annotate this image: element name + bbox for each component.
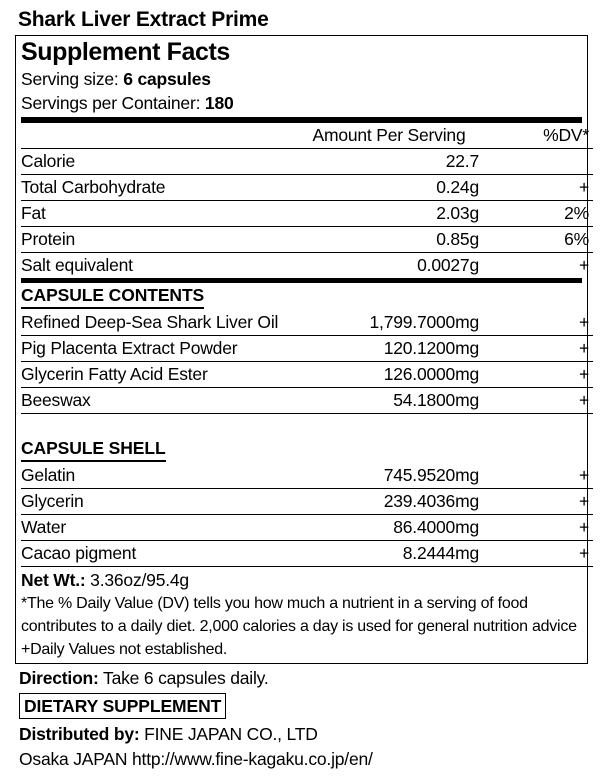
ingredient-name: Gelatin xyxy=(21,463,299,489)
supplement-facts-panel xyxy=(15,35,588,664)
table-row xyxy=(21,149,593,175)
ingredient-dv: + xyxy=(484,489,593,515)
capsule-shell-section xyxy=(21,436,589,567)
nutrition-table xyxy=(21,123,593,278)
capsule-contents-table xyxy=(21,310,593,414)
nutrient-amount: 0.85g xyxy=(299,227,484,253)
table-row xyxy=(21,489,593,515)
table-header-row xyxy=(21,123,593,149)
direction-label: Direction: xyxy=(19,668,99,688)
nutrient-dv xyxy=(484,149,593,175)
ingredient-amount: 1,799.7000mg xyxy=(299,310,484,336)
table-row xyxy=(21,310,593,336)
ingredient-name: Glycerin Fatty Acid Ester xyxy=(21,362,299,388)
ingredient-name: Glycerin xyxy=(21,489,299,515)
nutrient-name: Salt equivalent xyxy=(21,255,133,275)
capsule-contents-section xyxy=(21,283,589,414)
column-header-dv: %DV* xyxy=(484,123,593,149)
nutrient-amount: 0.24g xyxy=(299,175,484,201)
page-title: Shark Liver Extract Prime xyxy=(18,8,269,31)
nutrient-name: Total Carbohydrate xyxy=(21,175,299,201)
direction-line xyxy=(19,665,597,691)
servings-per-container-label: Servings per Container: xyxy=(21,93,201,113)
nutrient-amount: 22.7 xyxy=(299,149,484,175)
nutrient-dv: + xyxy=(578,255,589,275)
ingredient-dv: + xyxy=(484,310,593,336)
ingredient-name: Beeswax xyxy=(21,388,299,414)
dietary-supplement-badge: DIETARY SUPPLEMENT xyxy=(19,693,226,719)
table-row xyxy=(21,253,593,279)
direction-value: Take 6 capsules daily. xyxy=(103,668,269,688)
nutrient-dv: + xyxy=(484,175,593,201)
address-line: Osaka JAPAN http://www.fine-kagaku.co.jp/en/ xyxy=(19,749,373,769)
ingredient-name: Refined Deep-Sea Shark Liver Oil xyxy=(21,310,299,336)
table-row xyxy=(21,227,593,253)
nutrient-dv: 6% xyxy=(484,227,593,253)
ingredient-name: Pig Placenta Extract Powder xyxy=(21,336,299,362)
supplement-facts-heading: Supplement Facts xyxy=(21,38,230,66)
nutrient-name: Fat xyxy=(21,201,299,227)
table-row xyxy=(21,362,593,388)
distributed-by-label: Distributed by: xyxy=(19,724,140,744)
servings-per-container-line xyxy=(21,91,582,115)
ingredient-amount: 54.1800mg xyxy=(299,388,484,414)
nutrient-name: Protein xyxy=(21,227,299,253)
ingredient-amount: 745.9520mg xyxy=(299,463,484,489)
column-header-name xyxy=(21,123,299,149)
ingredient-amount: 239.4036mg xyxy=(299,489,484,515)
nutrient-amount: 0.0027g xyxy=(417,255,479,275)
ingredient-dv: + xyxy=(484,336,593,362)
capsule-contents-heading: CAPSULE CONTENTS xyxy=(21,284,204,309)
daily-value-not-established-footnote: +Daily Values not established. xyxy=(21,641,228,658)
net-weight-label: Net Wt.: xyxy=(21,570,86,590)
ingredient-dv: + xyxy=(484,388,593,414)
ingredient-amount: 86.4000mg xyxy=(299,515,484,541)
table-row xyxy=(21,175,593,201)
table-row xyxy=(21,201,593,227)
ingredient-dv: + xyxy=(484,463,593,489)
table-row xyxy=(21,388,593,414)
distributed-by-value: FINE JAPAN CO., LTD xyxy=(144,724,318,744)
ingredient-name: Water xyxy=(21,515,299,541)
ingredient-name: Cacao pigment xyxy=(21,541,299,567)
nutrient-name: Calorie xyxy=(21,149,299,175)
net-weight-line xyxy=(21,567,582,593)
ingredient-dv: + xyxy=(484,541,593,567)
column-header-amount: Amount Per Serving xyxy=(299,123,484,149)
ingredient-dv: + xyxy=(484,362,593,388)
serving-size-value: 6 capsules xyxy=(123,69,211,89)
table-row xyxy=(21,541,593,567)
ingredient-amount: 8.2444mg xyxy=(299,541,484,567)
ingredient-amount: 120.1200mg xyxy=(299,336,484,362)
table-row xyxy=(21,515,593,541)
nutrient-dv: 2% xyxy=(484,201,593,227)
section-spacer xyxy=(21,414,582,436)
table-row xyxy=(21,336,593,362)
serving-size-label: Serving size: xyxy=(21,69,119,89)
servings-per-container-value: 180 xyxy=(204,93,234,113)
capsule-shell-heading: CAPSULE SHELL xyxy=(21,437,166,462)
label-footer xyxy=(15,664,597,772)
nutrient-amount: 2.03g xyxy=(299,201,484,227)
table-row xyxy=(21,463,593,489)
ingredient-dv: + xyxy=(484,515,593,541)
distributed-by-line xyxy=(19,722,597,747)
net-weight-value: 3.36oz/95.4g xyxy=(90,570,189,590)
ingredient-amount: 126.0000mg xyxy=(299,362,484,388)
serving-size-line xyxy=(21,67,582,91)
capsule-shell-table xyxy=(21,463,593,567)
daily-value-footnote: *The % Daily Value (DV) tells you how much a nutrient in a serving of food contributes to a daily diet. 2,000 calories a day is used for general nutrition advice xyxy=(21,595,577,635)
